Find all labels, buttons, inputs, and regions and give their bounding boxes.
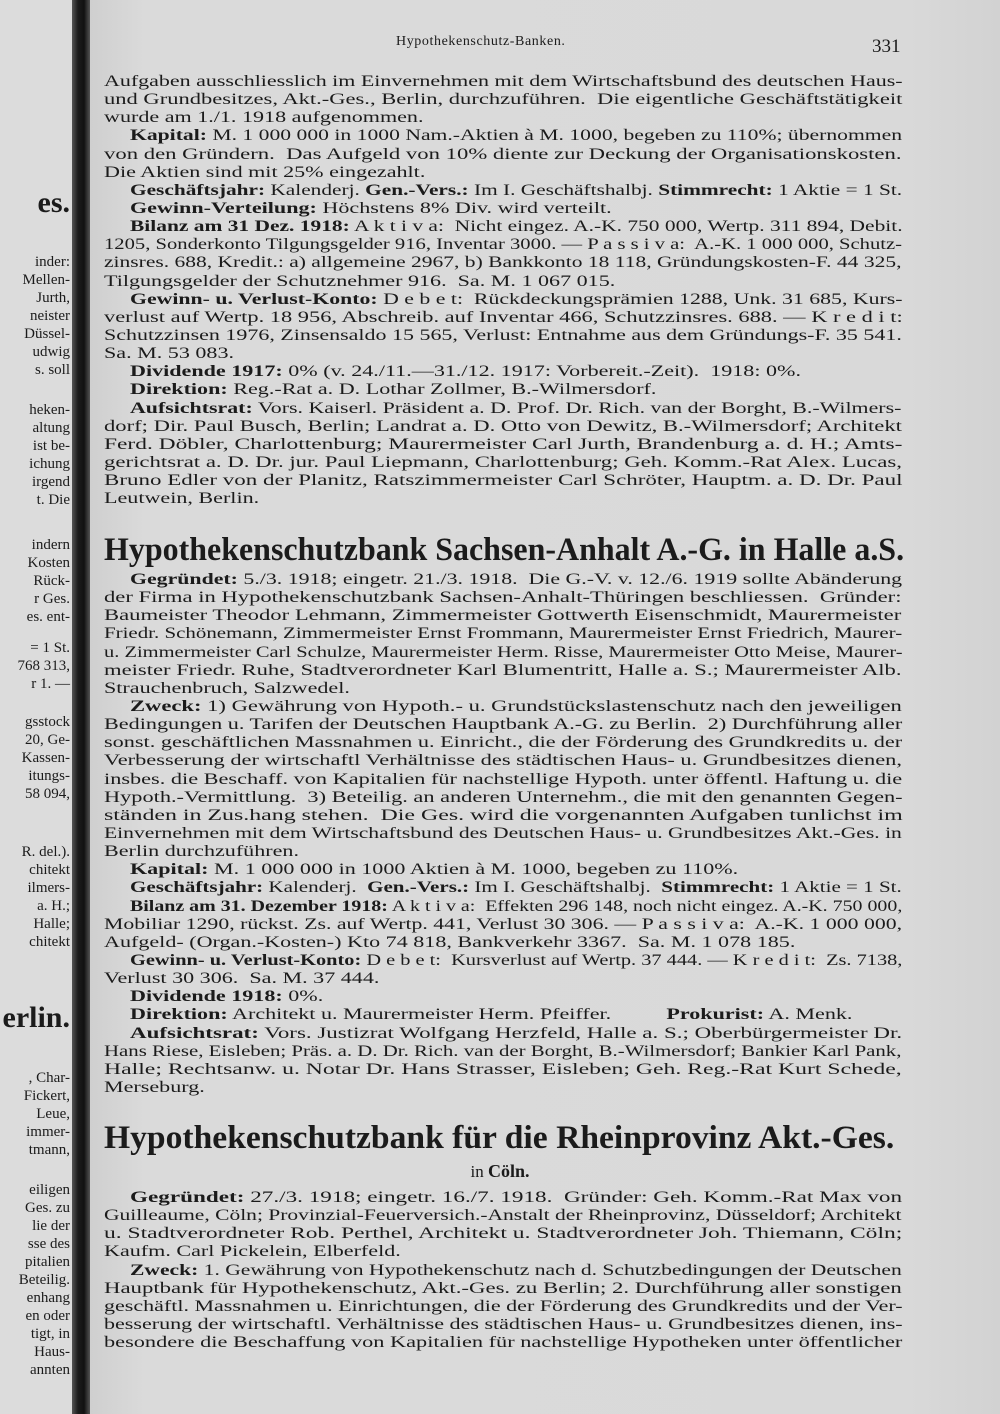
text-line (104, 589, 902, 607)
text-line (104, 970, 902, 988)
margin-group (19, 1181, 70, 1379)
field-text: Merseburg. (104, 1078, 205, 1096)
field-text: Schutzzinsen 1976, Zinsensaldo 15 565, Verlust: Entnahme aus dem Gründungs-F. 35 541. (104, 326, 902, 344)
field-text: und Grundbesitzes, Akt.-Ges., Berlin, durchzuführen. Die eigentliche Geschäftstätigkeit (104, 91, 903, 109)
field-label: Stimmrecht: (658, 181, 773, 199)
text-line (104, 1262, 902, 1280)
margin-group (18, 639, 71, 693)
margin-fragment-line: Düssel- (24, 326, 70, 342)
field-text: Bruno Edler von der Planitz, Ratszimmermeister Carl Schröter, Hauptm. a. D. Dr. Paul (104, 472, 903, 490)
field-label: Dividende 1918: (130, 988, 283, 1006)
field-text: D e b e t: Rückdeckungsprämien 1288, Unk. 31 685, Kurs- (377, 290, 903, 308)
field-text: Höchstens 8% Div. wird verteilt. (316, 199, 612, 217)
margin-fragment-heading: es. (37, 186, 70, 219)
field-label: Geschäftsjahr: (130, 879, 264, 897)
field-text: Friedr. Schönemann, Zimmermeister Ernst Frommann, Maurermeister Ernst Friedrich, Maurer- (104, 625, 903, 643)
text-line (104, 1243, 902, 1261)
field-text: Vors. Justizrat Wolfgang Herzfeld, Halle a. S.; Oberbürgermeister Dr. (258, 1024, 903, 1042)
text-line (104, 381, 902, 399)
field-text: u. Stadtverordneter Rob. Perthel, Architekt u. Stadtverordneter Joh. Thiemann, Cöln; (104, 1225, 903, 1243)
text-line (104, 807, 902, 825)
text-line (104, 1189, 902, 1207)
margin-fragment-line: ist be- (32, 438, 70, 454)
field-text: Halle; Rechtsanw. u. Notar Dr. Hans Strasser, Eisleben; Geh. Reg.-Rat Kurt Schede, (104, 1060, 902, 1078)
text-line (104, 418, 902, 436)
margin-fragment-line: Jurth, (36, 290, 70, 306)
margin-fragment-line: pitalien (25, 1254, 70, 1270)
field-text: von den Gründern. Das Aufgeld von 10% diente zur Deckung der Organisationskosten. (104, 145, 902, 163)
margin-fragment-line: heken- (29, 402, 70, 418)
text-line (104, 1006, 902, 1024)
margin-fragment-line: t. Die (36, 492, 70, 508)
field-text: 1) Gewährung von Hypoth.- u. Grundstückslastenschutz nach den jeweiligen (201, 697, 902, 715)
field-text: Kalenderj. (265, 181, 366, 199)
text-line (104, 716, 902, 734)
field-text: 27./3. 1918; eingetr. 16./7. 1918. Gründer: Geh. Komm.-Rat Max von (244, 1189, 903, 1206)
margin-fragment-line: ichung (29, 456, 70, 472)
field-label: Gewinn- u. Verlust-Konto: (130, 290, 378, 308)
field-text: dorf; Dir. Paul Busch, Berlin; Landrat a. D. Otto von Dewitz, B.-Wilmersdorf; Architekt (104, 417, 902, 435)
text-line (104, 363, 902, 381)
text-line (104, 625, 902, 643)
entry-location (0, 1161, 1000, 1182)
margin-fragment-line: tmann, (28, 1142, 70, 1158)
margin-fragment-line: = 1 St. (30, 640, 70, 656)
text-line (104, 309, 902, 327)
field-text: A. Menk. (764, 1006, 853, 1024)
field-text: zinsres. 688, Kredit.: a) allgemeine 2967, b) Bankkonto 18 118, Gründungskosten-F. 44 325, (104, 254, 902, 272)
text-line (104, 436, 902, 454)
field-text: Im I. Geschäftshalbj. (469, 879, 662, 897)
margin-fragment-line: tigt, in (30, 1326, 70, 1342)
field-text: Aufgeld- (Organ.-Kosten-) Kto 74 818, Bankverkehr 3367. Sa. M. 1 078 185. (104, 933, 796, 951)
margin-fragment-line: en oder (25, 1308, 70, 1324)
margin-group (22, 713, 70, 803)
text-line (104, 400, 902, 418)
margin-fragment-heading: erlin. (2, 1001, 70, 1034)
field-text: Verlust 30 306. Sa. M. 37 444. (104, 970, 380, 988)
text-line (104, 1061, 902, 1079)
text-line (104, 752, 902, 770)
margin-fragment-line: es. ent- (26, 609, 70, 625)
field-text: Ferd. Döbler, Charlottenburg; Maurermeister Carl Jurth, Brandenburg a. d. H.; Amts- (104, 435, 903, 453)
margin-group (27, 536, 70, 626)
field-label: Bilanz am 31. Dezember 1918: (130, 897, 388, 915)
entry-location-place: Cöln. (487, 1161, 530, 1181)
field-label: Gen.-Vers.: (365, 181, 469, 199)
text-line (104, 146, 902, 164)
margin-fragment-line: a. H.; (37, 898, 70, 914)
margin-fragment-line: Beteilig. (18, 1272, 70, 1288)
field-label: Gegründet: (130, 1189, 245, 1206)
field-text: wurde am 1./1. 1918 aufgenommen. (104, 109, 424, 127)
margin-fragment-line: irgend (31, 474, 70, 490)
book-gutter (72, 0, 92, 1414)
text-line (104, 825, 902, 843)
margin-fragment-line: inder: (35, 254, 70, 270)
margin-fragment-line: Fickert, (23, 1088, 70, 1104)
text-line (104, 454, 902, 472)
text-line (104, 1225, 902, 1243)
field-text: Baumeister Theodor Lehmann, Zimmermeister Gottwerth Eisenschmidt, Maurermeister (104, 607, 902, 625)
field-text: Hans Riese, Eisleben; Präs. a. D. Dr. Rich. van der Borght, B.-Wilmersdorf; Bankier Karl Pank, (104, 1042, 902, 1060)
margin-fragment-line: indern (31, 537, 70, 553)
margin-fragment-line: eiligen (29, 1182, 70, 1198)
text-line (104, 200, 902, 218)
text-line (104, 291, 902, 309)
text-line (104, 843, 902, 861)
margin-fragment-line: enhang (26, 1290, 70, 1306)
margin-fragment-line: udwig (32, 344, 70, 360)
field-text: 1205, Sonderkonto Tilgungsgelder 916, Inventar 3000. — P a s s i v a: A.-K. 1 000 000, Schutz- (104, 236, 903, 254)
field-label: Aufsichtsrat: (130, 1024, 259, 1042)
margin-fragment-line: s. soll (34, 362, 70, 378)
field-text: 5./3. 1918; eingetr. 21./3. 1918. Die G.-V. v. 12./6. 1919 sollte Abänderung (237, 571, 903, 588)
field-label: Gewinn-Verteilung: (130, 199, 317, 217)
margin-fragment-line: gsstock (25, 714, 70, 730)
text-line (104, 1043, 902, 1061)
text-line (104, 734, 902, 752)
text-line (104, 73, 902, 91)
text-line (104, 327, 902, 345)
entry-continuation (104, 73, 902, 508)
field-text: verlust auf Wertp. 18 956, Abschreib. auf Inventar 466, Schutzzinsres. 688. — K r e d i t: (104, 308, 903, 326)
field-text: 1. Gewährung von Hypothekenschutz nach d. Schutzbedingungen der Deutschen (198, 1261, 902, 1279)
entry-heading (104, 532, 930, 568)
field-text: M. 1 000 000 in 1000 Nam.-Aktien à M. 1000, begeben zu 110%; übernommen (206, 127, 903, 145)
margin-fragment-line: r 1. — (31, 676, 70, 692)
entry-location-prefix: in (470, 1162, 488, 1181)
margin-fragment-line: Leue, (36, 1106, 70, 1122)
margin-fragment-line: 768 313, (17, 658, 70, 674)
text-line (104, 879, 902, 897)
field-label: Dividende 1917: (130, 363, 283, 381)
text-line (104, 91, 902, 109)
text-line (104, 789, 902, 807)
text-line (104, 472, 902, 490)
margin-fragment-line: , Char- (28, 1070, 70, 1086)
margin-fragment-line: chitekt (29, 934, 70, 950)
margin-fragment-line: Haus- (34, 1344, 70, 1360)
entry-body (104, 571, 902, 1097)
text-line (104, 988, 902, 1006)
field-text: u. Zimmermeister Carl Schulze, Maurermeister Herm. Risse, Maurermeister Otto Meise, Maurer- (104, 643, 903, 661)
field-label: Direktion: (130, 381, 228, 399)
field-text: Leutwein, Berlin. (104, 490, 260, 508)
field-text: Sa. M. 53 083. (104, 345, 235, 363)
margin-fragment-line: immer- (26, 1124, 70, 1140)
field-text: 1 Aktie = 1 St. (774, 879, 902, 897)
text-line (104, 916, 902, 934)
margin-fragment-line: Rück- (33, 573, 70, 589)
running-title: Hypothekenschutz-Banken. (396, 34, 566, 49)
margin-fragment-line: sse des (27, 1236, 70, 1252)
page-number: 331 (872, 36, 901, 57)
margin-fragment-line: Kosten (27, 555, 70, 571)
text-line (104, 662, 902, 680)
previous-page-margin (0, 0, 74, 1414)
margin-fragment-line: ilmers- (27, 880, 70, 896)
field-label: Zweck: (130, 1261, 199, 1279)
margin-fragment-line: neister (30, 308, 70, 324)
field-label: Stimmrecht: (661, 879, 775, 897)
text-line (104, 571, 902, 589)
field-text: Hypoth.-Vermittlung. 3) Beteilig. an anderen Unternehm., die mit den genannten Gegen- (104, 788, 903, 806)
text-line (104, 1334, 902, 1352)
margin-group (24, 1069, 70, 1159)
field-label: Direktion: (130, 1006, 228, 1024)
margin-fragment-line: Mellen- (22, 272, 70, 288)
field-text: 0%. (282, 988, 324, 1006)
field-label: Geschäftsjahr: (130, 181, 266, 199)
field-text: 1 Aktie = 1 St. (772, 181, 903, 199)
margin-fragment-line: lie der (32, 1218, 70, 1234)
text-line (104, 644, 902, 662)
entry-heading (104, 1120, 895, 1156)
text-line (104, 273, 902, 291)
margin-fragment-line: annten (30, 1362, 70, 1378)
margin-fragment-line: chitekt (29, 862, 70, 878)
field-text: ständen in Zus.hang stehen. Die Ges. wird die vorgenannten Aufgaben tunlichst im (104, 806, 903, 824)
field-label: Gegründet: (130, 571, 238, 588)
field-text: Berlin durchzuführen. (104, 843, 299, 861)
text-line (104, 1025, 902, 1043)
margin-fragment-line: 20, Ge- (25, 732, 70, 748)
field-text: Einvernehmen mit dem Wirtschaftsbund des Deutschen Haus- u. Grundbesitzes Akt.-Ges. in (104, 824, 902, 842)
field-label: Zweck: (130, 697, 202, 715)
text-line (104, 680, 902, 698)
text-line (104, 607, 902, 625)
field-label: Kapital: (130, 861, 209, 879)
text-line (104, 698, 902, 716)
text-line (104, 1280, 902, 1298)
entry-heading-text: Hypothekenschutzbank Sachsen-Anhalt A.-G. in Halle a.S. (104, 532, 905, 568)
field-label: Gewinn- u. Verlust-Konto: (130, 951, 362, 969)
text-line (104, 1316, 902, 1334)
entry-body (104, 1189, 902, 1352)
text-line (104, 952, 902, 970)
margin-fragment-line: r Ges. (34, 591, 70, 607)
margin-group (22, 843, 70, 951)
text-line (104, 345, 902, 363)
field-text: Bedingungen u. Tarifen der Deutschen Hauptbank A.-G. zu Berlin. 2) Durchführung aller (104, 716, 903, 734)
field-text: 0% (v. 24./11.—31./12. 1917: Vorbereit.-Zeit). 1918: 0%. (282, 363, 801, 381)
field-text: Die Aktien sind mit 25% eingezahlt. (104, 163, 426, 181)
field-text: Im I. Geschäftshalbj. (468, 181, 659, 199)
entry-heading-text: Hypothekenschutzbank für die Rheinprovinz Akt.-Ges. (104, 1120, 895, 1156)
field-text: sonst. geschäftlichen Massnahmen u. Einricht., die der Förderung des Grundkredits u. der (104, 734, 903, 752)
text-line (104, 934, 902, 952)
field-text: insbes. die Beschaff. von Kapitalien für nachstellige Hypoth. unter öffentl. Haftung u. die (104, 770, 903, 788)
field-text: Tilgungsgelder der Schutznehmer 916. Sa. M. 1 067 015. (104, 272, 616, 290)
text-line (104, 254, 902, 272)
text-line (104, 898, 902, 916)
field-label: Gen.-Vers.: (367, 879, 470, 897)
margin-fragment-line: altung (32, 420, 70, 436)
field-text: Verbesserung der wirtschaftl Verhältnisse des städtischen Haus- u. Grundbesitzes dienen, (104, 752, 902, 770)
text-line (104, 771, 902, 789)
text-line (104, 861, 902, 879)
margin-fragment-line: Halle; (33, 916, 70, 932)
field-text: geschäftl. Massnahmen u. Einrichtungen, die der Förderung des Grundkredits und der Ver- (104, 1297, 903, 1315)
field-text: besondere die Beschaffung von Kapitalien für nachstellige Hypotheken unter öffentlicher (104, 1334, 903, 1352)
text-line (104, 127, 902, 145)
field-text: besserung der wirtschaftl. Verhältnisse des städtischen Haus- u. Grundbesitzes dienen, ins- (104, 1315, 903, 1333)
text-line (104, 218, 902, 236)
text-line (104, 1207, 902, 1225)
field-text: Strauchenbruch, Salzwedel. (104, 679, 350, 697)
margin-group (29, 401, 70, 509)
field-text: Reg.-Rat a. D. Lothar Zollmer, B.-Wilmersdorf. (227, 381, 657, 399)
margin-fragment-line: itungs- (28, 768, 70, 784)
field-text: meister Friedr. Ruhe, Stadtverordneter Karl Blumentritt, Halle a. S.; Maurermeister Alb. (104, 661, 902, 679)
field-label: Kapital: (130, 127, 207, 145)
field-label: Prokurist: (666, 1006, 765, 1024)
field-text: M. 1 000 000 in 1000 Aktien à M. 1000, begeben zu 110%. (208, 861, 739, 879)
text-line (104, 164, 902, 182)
field-text: Vors. Kaiserl. Präsident a. D. Prof. Dr. Rich. van der Borght, B.-Wilmers- (252, 399, 902, 417)
text-line (104, 109, 902, 127)
field-text: gerichtsrat a. D. Dr. jur. Paul Liepmann, Charlottenburg; Geh. Komm.-Rat Alex. Lucas, (104, 453, 902, 471)
field-text: Architekt u. Maurermeister Herm. Pfeiffer. (227, 1006, 667, 1024)
field-text: Guilleaume, Cöln; Provinzial-Feuerversich.-Anstalt der Rheinprovinz, Düsseldorf; Architekt (104, 1207, 902, 1225)
text-line (104, 236, 902, 254)
field-text: Hauptbank für Hypothekenschutz, Akt.-Ges. zu Berlin; 2. Durchführung aller sonstigen (104, 1279, 902, 1297)
margin-group (23, 253, 70, 379)
text-line (104, 182, 902, 200)
margin-fragment-line: 58 094, (25, 786, 70, 802)
field-label: Aufsichtsrat: (130, 399, 253, 417)
field-text: Mobiliar 1290, rückst. Zs. auf Wertp. 441, Verlust 30 306. — P a s s i v a: A.-K. 1 000 000, (104, 915, 903, 933)
margin-fragment-line: Kassen- (21, 750, 70, 766)
field-text: A k t i v a: Effekten 296 148, noch nicht eingez. A.-K. 750 000, (387, 897, 903, 915)
margin-fragment-line: R. del.). (21, 844, 70, 860)
field-label: Bilanz am 31 Dez. 1918: (130, 218, 350, 236)
field-text: der Firma in Hypothekenschutzbank Sachsen-Anhalt-Thüringen beschliessen. Gründer: (104, 589, 902, 607)
text-line (104, 490, 902, 508)
margin-fragment-line: Ges. zu (25, 1200, 70, 1216)
field-text: Kalenderj. (263, 879, 368, 897)
field-text: Aufgaben ausschliesslich im Einvernehmen mit dem Wirtschaftsbund des deutschen Haus- (104, 73, 903, 90)
field-text: D e b e t: Kursverlust auf Wertp. 37 444. — K r e d i t: Zs. 7138, (361, 951, 903, 969)
text-line (104, 1079, 902, 1097)
field-text: A k t i v a: Nicht eingez. A.-K. 750 000, Wertp. 311 894, Debit. (349, 218, 903, 236)
text-line (104, 1298, 902, 1316)
field-text: Kaufm. Carl Pickelein, Elberfeld. (104, 1243, 401, 1261)
